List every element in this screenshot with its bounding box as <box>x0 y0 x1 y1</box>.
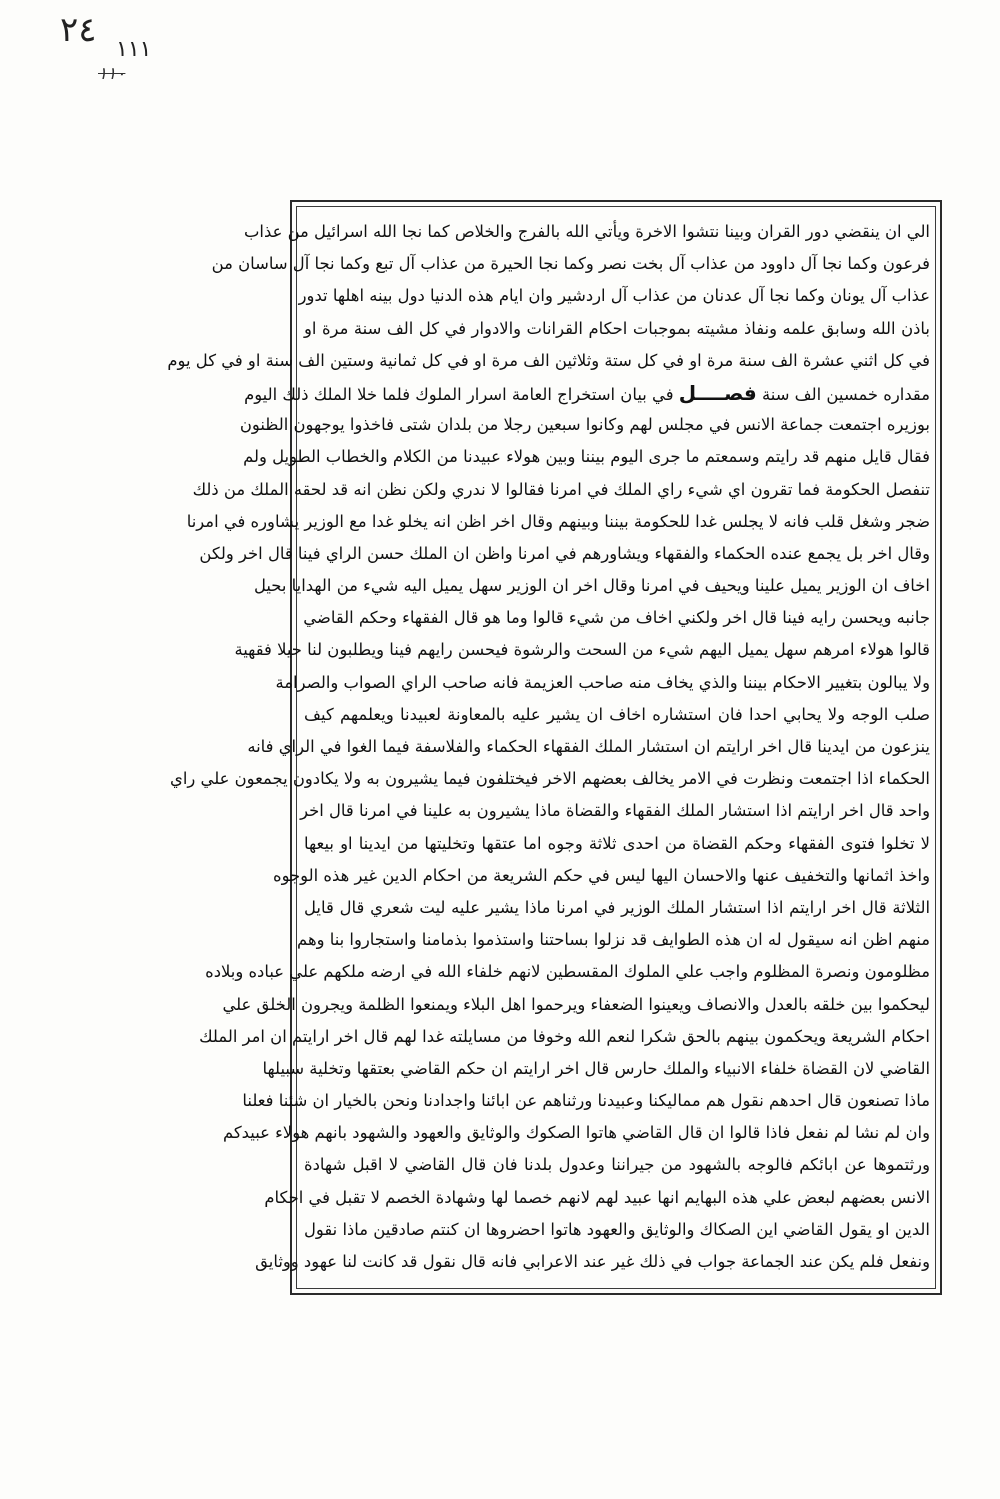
text-line: مقداره خمسين الف سنة فصــــل في بيان استخراج العامة اسرار الملوك فلما خلا الملك ذلك اليوم <box>244 380 930 405</box>
text-line: قالوا هولاء امرهم سهل يميل اليهم شيء من السحت والرشوة فيحسن رايهم فينا ويطلبون لنا حيلا فقهية <box>234 640 930 660</box>
text-line: ونفعل فلم يكن عند الجماعة جواب في ذلك غير عند الاعرابي فانه قال نقول قد كانت لنا عهود ووثايق <box>255 1252 930 1271</box>
text-line: الي ان ينقضي دور القران وبينا نتشوا الاخرة ويأتي الله بالفرج والخلاص كما نجا الله اسرائيل من عذاب <box>244 222 930 241</box>
text-line: ليحكموا بين خلقه بالعدل والانصاف ويعينوا الضعفاء ويرحموا اهل البلاء ويمنعوا الظلمة ويجرون الخلق علي <box>222 994 930 1014</box>
text-line: صلب الوجه ولا يحابي احدا فان استشاره اخاف ان يشير عليه بالمعاونة لعبيدنا ويعلمهم كيف <box>304 704 930 724</box>
text-line: الانس بعضهم لبعض علي هذه البهايم انها عبيد لهم لانهم خصما لها وشهادة الخصم لا تقبل في احكام <box>264 1187 930 1207</box>
text-line: وان لم نشا لم نفعل فاذا قالوا ان قال القاضي هاتوا الصكوك والوثايق والعهود والشهود بانهم هولاء عبيدكم <box>222 1123 930 1143</box>
text-line: واخذ اثمانها والتخفيف عنها والاحسان اليها ليس في حكم الشريعة من احكام الدين غير هذه الوجوه <box>273 865 930 885</box>
section-rubric: فصــــل <box>678 380 757 405</box>
folio-number: ١١١ <box>116 37 152 62</box>
text-frame <box>167 200 942 1295</box>
text-line: تنفصل الحكومة فما تقرون اي شيء راي الملك في امرنا فقالوا لا ندري ولكن نظن انه قد لحقه الملك من ذلك <box>192 479 930 499</box>
text-line: مظلومون ونصرة المظلوم واجب علي الملوك المقسطين لانهم خلفاء الله في ارضه ملكهم علي عباده وبلاده <box>205 962 930 982</box>
text-line <box>304 1278 930 1310</box>
text-line: منهم اظن انه سيقول له ان هذه الطوايف قد نزلوا بساحتنا واستذموا بذمامنا واستجاروا بنا وهم <box>297 930 930 950</box>
text-line: فقال قايل منهم قد رايتم وسمعتم ما جرى اليوم بيننا وبين هولاء عبيدنا من الكلام والخطاب الطويل ولم <box>243 447 930 467</box>
text-line: بوزيره اجتمعت جماعة الانس في مجلس لهم وكانوا سبعين رجلا من بلدان شتى فاخذوا يوجهون الظنون <box>239 415 930 435</box>
text-line: احكام الشريعة ويحكمون بينهم بالحق شكرا لنعم الله وخوفا من مسايلته غدا لهم قال اخر ارايتم ان امر الملك <box>199 1026 930 1046</box>
manuscript-text-block <box>167 216 930 1281</box>
text-line: الدين او يقول القاضي اين الصكاك والوثايق والعهود هاتوا احضروها ان كنتم صادقين ماذا نقول <box>304 1219 930 1239</box>
text-line: ينزعون من ايدينا قال اخر ارايتم ان استشار الملك الفقهاء الحكماء والفلاسفة فيما الغوا في الراي فانه <box>247 737 930 756</box>
folio-marks <box>60 10 152 90</box>
text-line: لا تخلوا فتوى الفقهاء وحكم القضاة من احدى ثلاثة وجوه اما عتقها وتخليتها من ايدينا او بيعها <box>304 833 930 853</box>
text-line: ولا يبالون بتغيير الاحكام بيننا والذي يخاف منه صاحب العزيمة فانه صاحب الراي الصواب والصرامة <box>275 672 930 692</box>
text-line: واحد قال اخر ارايتم اذا استشار الملك الفقهاء والقضاة ماذا يشيرون به علينا في امرنا قال اخر <box>300 801 930 821</box>
text-line: وقال اخر بل يجمع عنده الحكماء والفقهاء ويشاورهم في امرنا واظن ان الملك حسن الراي فينا قال اخر ولكن <box>199 543 930 563</box>
text-line: باذن الله وسابق علمه ونفاذ مشيته بموجبات احكام القرانات والادوار في كل الف سنة مرة او <box>304 318 930 338</box>
text-line: ماذا تصنعون قال احدهم نقول هم مماليكنا وعبيدنا ورثناهم عن ابائنا واجدادنا ونحن بالخيار ان شئنا فعلنا <box>242 1091 930 1111</box>
text-line: الحكماء اذا اجتمعت ونظرت في الامر يخالف بعضهم الاخر فيختلفون فيما يشيرون به ولا يكادون يجمعون علي راي <box>170 769 930 789</box>
text-line: الثلاثة قال اخر ارايتم اذا استشار الملك الوزير في امرنا ماذا يشير عليه ليت شعري قال قايل <box>304 897 930 917</box>
text-line: اخاف ان الوزير يميل علينا ويحيف في امرنا وقال اخر ان الوزير سهل يميل اليه شيء من الهدايا بحيل <box>253 576 930 596</box>
folio-mark: ٢٤ <box>60 10 97 50</box>
text-line: ضجر وشغل قلب فانه لا يجلس غدا للحكومة بيننا وبينهم وقال اخر اظن انه يخلو غدا مع الوزير يشاوره في امرنا <box>186 511 930 531</box>
text-line: القاضي لان القضاة خلفاء الانبياء والملك حارس قال اخر ارايتم ان حكم القاضي بعتقها وتخلية سبيلها <box>262 1058 930 1078</box>
folio-old-number: ١١٠ <box>98 64 126 84</box>
text-line: فرعون وكما نجا آل داوود من عذاب آل بخت نصر وكما نجا الحيرة من عذاب آل تبع وكما نجا آل ساسان من <box>211 254 930 274</box>
text-line: في كل اثني عشرة الف سنة مرة او في كل ستة وثلاثين الف مرة او في كل ثمانية وستين الف سنة او في كل يوم <box>167 350 930 370</box>
text-line: ورثتموها عن ابائكم فالوجه بالشهود من جيراننا وعدول بلدنا فان قال القاضي لا اقبل شهادة <box>304 1155 930 1175</box>
text-line: جانبه ويحسن رايه فينا قال اخر ولكني اخاف من شيء قالوا وما هو قال الفقهاء وحكم القاضي <box>303 608 930 628</box>
text-line: عذاب آل يونان وكما نجا آل عدنان من عذاب آل اردشير وان ايام هذه الدنيا دول بينه اهلها تدور <box>298 286 930 306</box>
